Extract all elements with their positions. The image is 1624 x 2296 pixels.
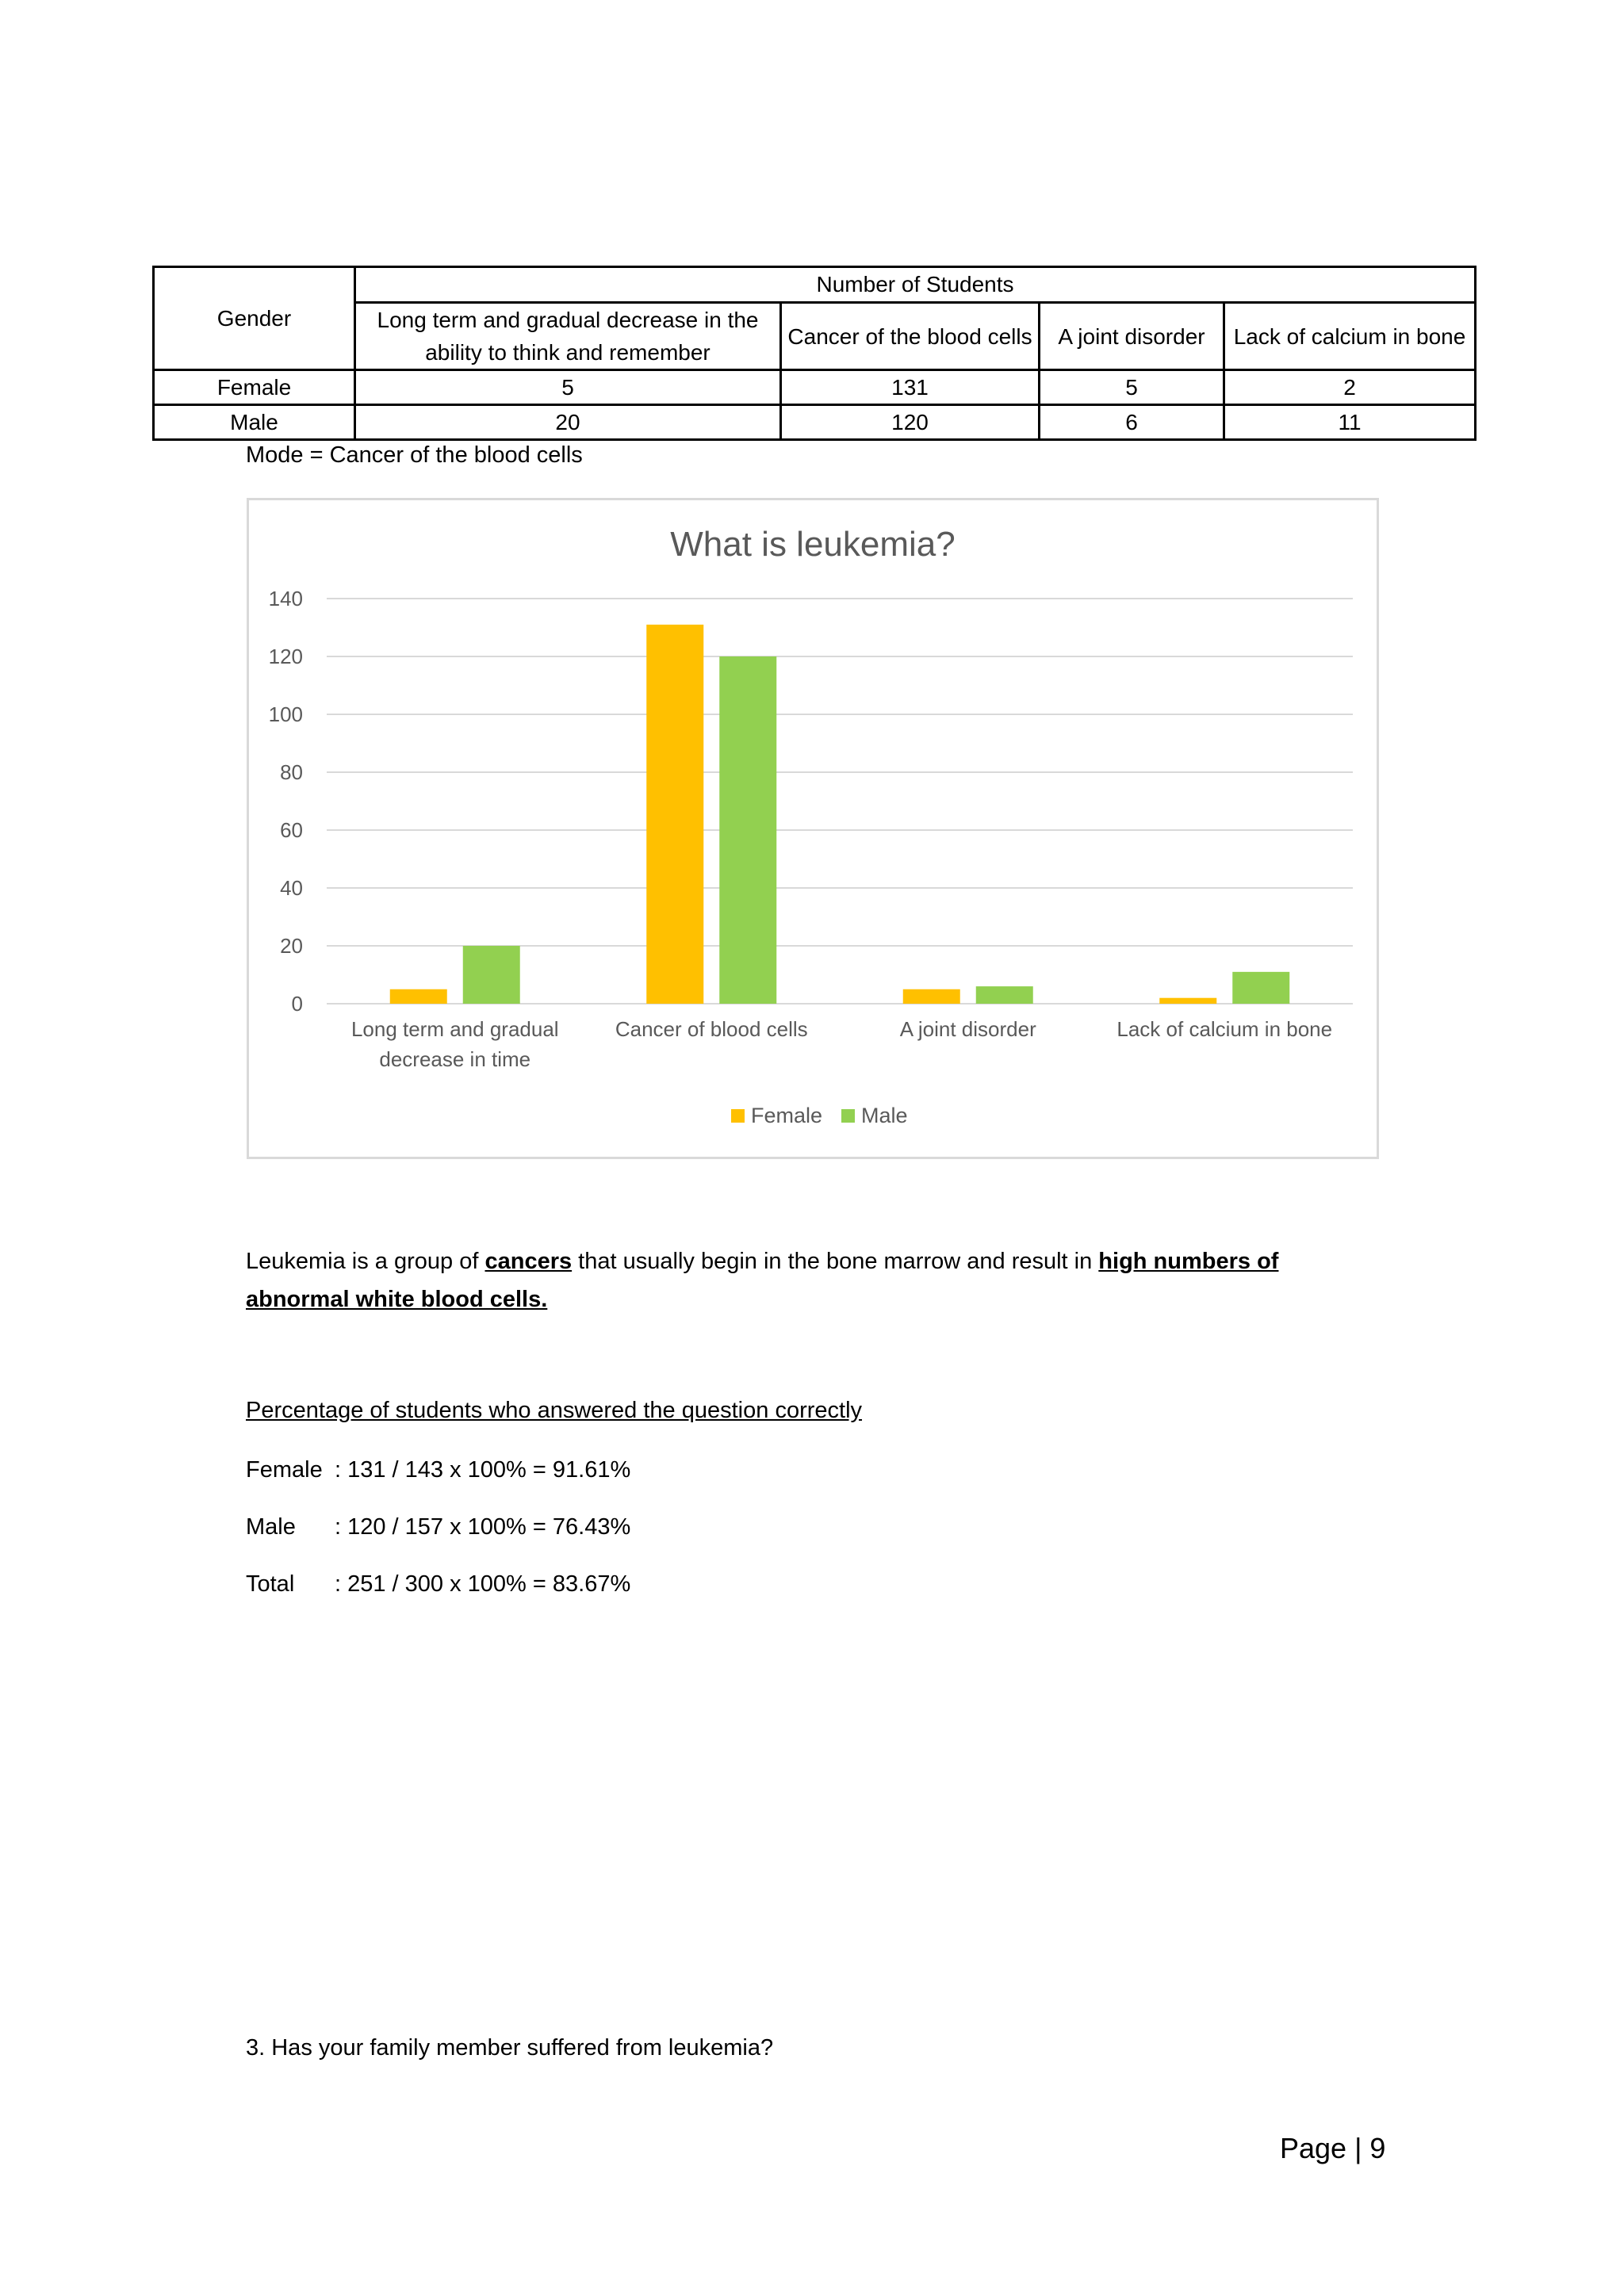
bar-male (1232, 972, 1289, 1004)
bar-chart (247, 498, 1379, 1159)
y-tick-label: 40 (280, 876, 303, 900)
bar-male (976, 986, 1033, 1004)
calc-formula: : 131 / 143 x 100% = 91.61% (335, 1457, 631, 1483)
question-3: 3. Has your family member suffered from leukemia? (246, 2035, 774, 2061)
table-cell: 120 (781, 405, 1040, 440)
legend-label-female: Female (751, 1104, 823, 1127)
table-cell: 20 (355, 405, 781, 440)
number-of-students-header: Number of Students (355, 267, 1476, 303)
students-table (152, 266, 1477, 441)
definition-text: that usually begin in the bone marrow and result in (572, 1249, 1099, 1274)
bar-female (646, 625, 703, 1004)
percentage-heading: Percentage of students who answered the question correctly (246, 1398, 863, 1423)
bar-female (903, 989, 960, 1004)
y-tick-label: 140 (268, 587, 303, 610)
y-tick-label: 60 (280, 818, 303, 842)
x-tick-label: A joint disorder (899, 1017, 1036, 1041)
y-tick-label: 0 (291, 992, 303, 1016)
emphasis-white-cells: high numbers of abnormal white blood cells. (246, 1249, 1279, 1312)
female-percentage (246, 1457, 630, 1483)
bar-male (719, 656, 776, 1004)
table-cell: 6 (1040, 405, 1224, 440)
column-header: Long term and gradual decrease in the ability to think and remember (355, 303, 781, 370)
bar-female (390, 989, 447, 1004)
x-tick-label: Long term and gradual decrease in time (350, 1017, 559, 1071)
x-tick-label: Lack of calcium in bone (1116, 1017, 1333, 1041)
column-header: A joint disorder (1040, 303, 1224, 370)
gender-header: Gender (154, 267, 355, 370)
legend-label-male: Male (861, 1104, 908, 1127)
calc-label: Female (246, 1457, 323, 1483)
y-tick-label: 100 (268, 702, 303, 726)
column-header: Cancer of the blood cells (781, 303, 1040, 370)
calc-label: Male (246, 1514, 296, 1540)
table-cell: 5 (1040, 370, 1224, 405)
column-header: Lack of calcium in bone (1224, 303, 1476, 370)
bar-male (463, 946, 520, 1004)
y-tick-label: 20 (280, 934, 303, 958)
table-row (154, 405, 1476, 440)
row-label: Male (154, 405, 355, 440)
table-cell: 2 (1224, 370, 1476, 405)
table-cell: 5 (355, 370, 781, 405)
calc-label: Total (246, 1571, 295, 1597)
chart-svg (249, 500, 1377, 1157)
legend-swatch-male (841, 1109, 855, 1123)
mode-text: Mode = Cancer of the blood cells (246, 442, 583, 468)
table-row (154, 370, 1476, 405)
emphasis-cancers: cancers (485, 1249, 573, 1274)
chart-title: What is leukemia? (670, 525, 956, 564)
table-cell: 11 (1224, 405, 1476, 440)
total-percentage (246, 1571, 630, 1598)
definition-text: Leukemia is a group of (246, 1249, 485, 1274)
y-tick-label: 80 (280, 760, 303, 784)
row-label: Female (154, 370, 355, 405)
calc-formula: : 251 / 300 x 100% = 83.67% (335, 1571, 631, 1597)
table-cell: 131 (781, 370, 1040, 405)
bar-female (1159, 998, 1216, 1004)
legend-swatch-female (731, 1109, 745, 1123)
male-percentage (246, 1514, 630, 1540)
leukemia-definition (246, 1242, 1388, 1318)
y-tick-label: 120 (268, 645, 303, 668)
calc-formula: : 120 / 157 x 100% = 76.43% (335, 1514, 631, 1540)
x-tick-label: Cancer of blood cells (615, 1017, 808, 1041)
page-number: Page | 9 (1280, 2132, 1386, 2164)
